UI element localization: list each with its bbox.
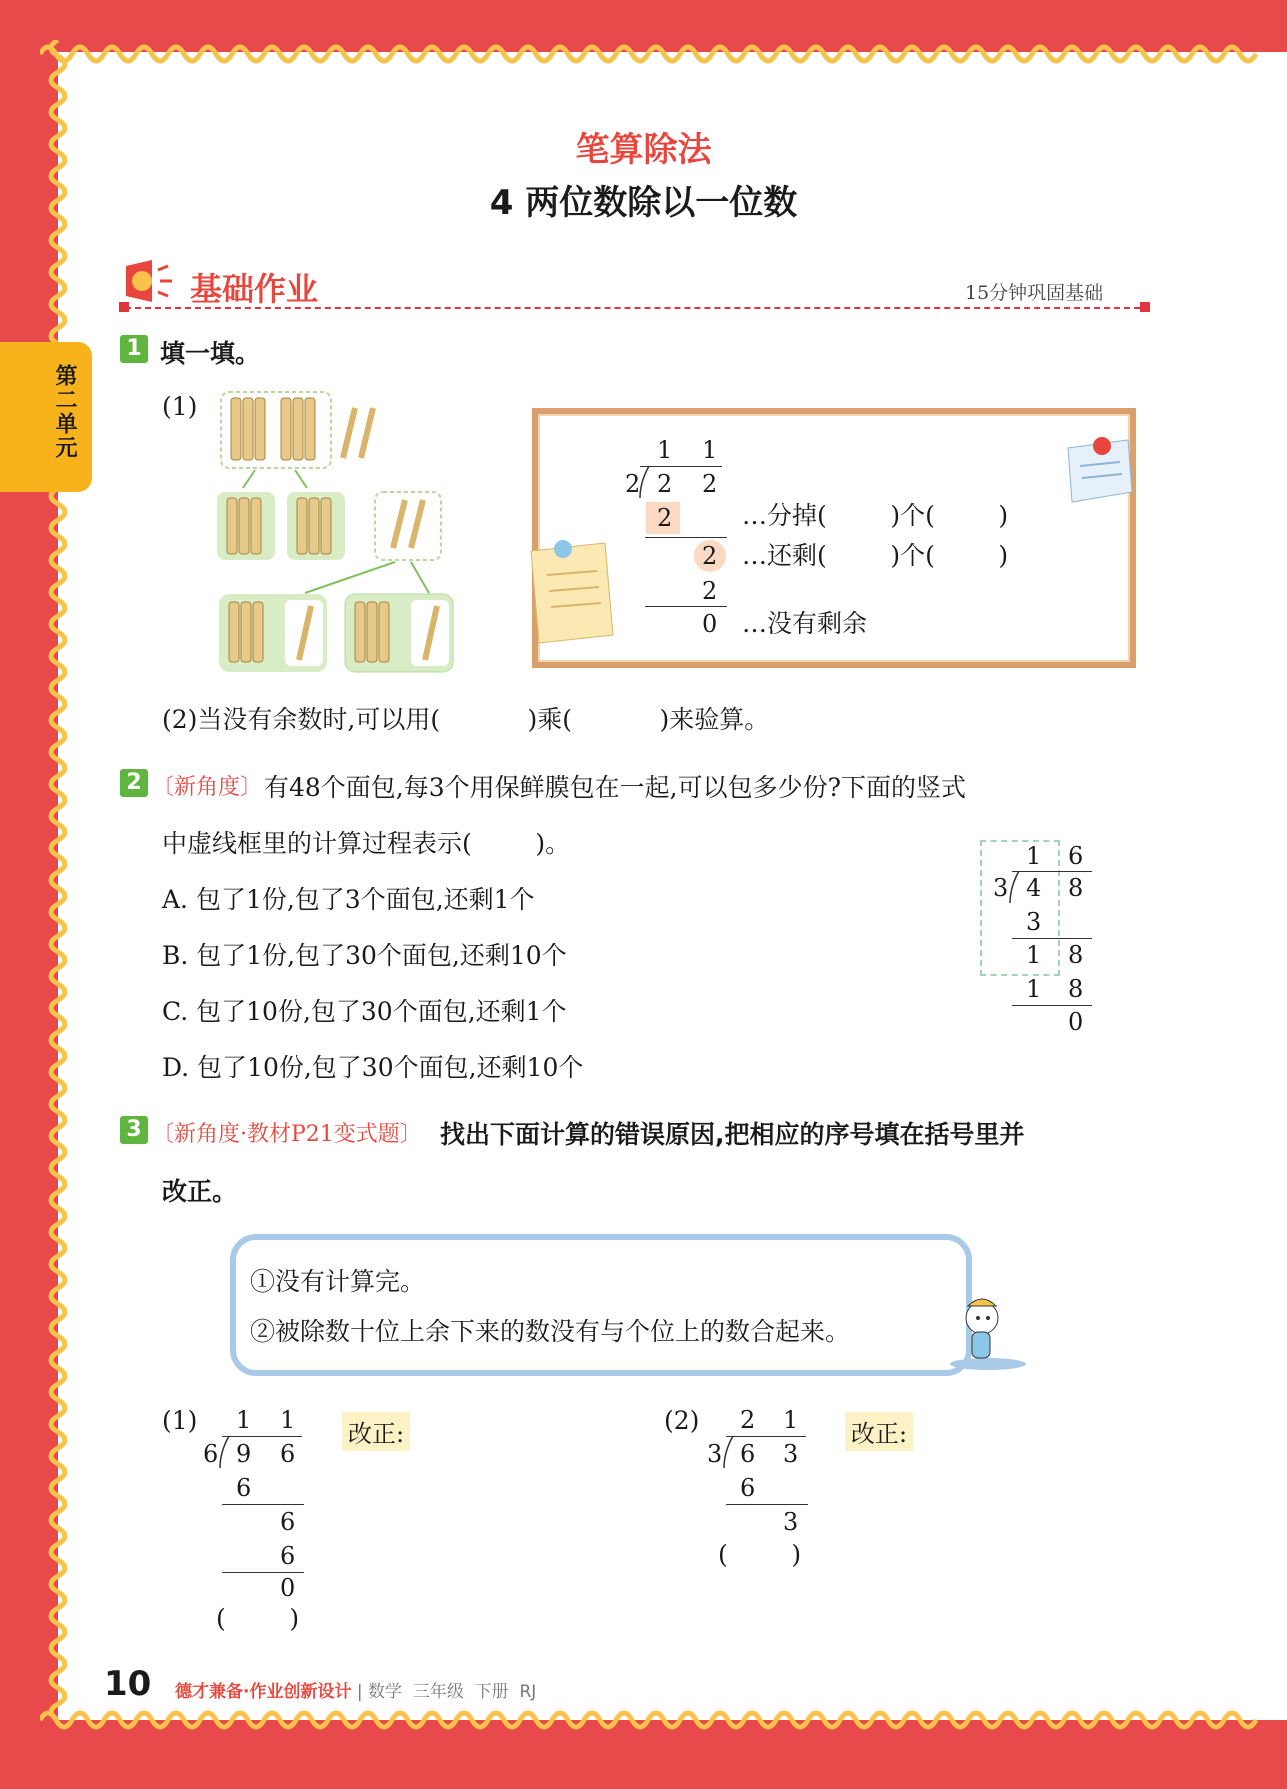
footer-divider: | xyxy=(356,1682,369,1702)
wavy-border-bottom xyxy=(40,1706,1260,1734)
p2-dividend-tens: 6 xyxy=(740,1440,756,1468)
q3-text-line1: 找出下面计算的错误原因,把相应的序号填在括号里并 xyxy=(440,1120,1025,1149)
p2-divisor: 3 xyxy=(707,1440,723,1468)
p2-step-line-1 xyxy=(726,1504,808,1505)
p1-step3: 6 xyxy=(280,1542,296,1570)
p2-quotient-tens: 2 xyxy=(740,1406,756,1434)
q1-dividend-ones: 2 xyxy=(702,470,718,498)
q2-quotient-tens: 1 xyxy=(1026,842,1042,870)
q1-quotient-ones: 1 xyxy=(702,436,718,464)
q2-step3-ones: 8 xyxy=(1068,975,1084,1003)
question-2-number: 2 xyxy=(120,769,148,797)
q2-remainder: 0 xyxy=(1068,1008,1084,1036)
q2-bracket xyxy=(1008,869,1020,903)
q1-division-bar xyxy=(640,466,722,467)
q1-part2: (2)当没有余数时,可以用( )乘( )来验算。 xyxy=(162,705,770,734)
unit-side-tab-label: 第二单元 xyxy=(52,364,77,460)
p1-step2: 6 xyxy=(280,1508,296,1536)
section-title: 基础作业 xyxy=(190,270,319,308)
p2-step1: 6 xyxy=(740,1474,756,1502)
q2-dashed-box xyxy=(980,840,1060,976)
p2-division-bar xyxy=(726,1436,806,1437)
q2-dividend-ones: 8 xyxy=(1068,874,1084,902)
q2-option-c: C. 包了10份,包了30个面包,还剩1个 xyxy=(162,997,567,1026)
p1-remainder: 0 xyxy=(280,1574,296,1602)
q1-part1-label: (1) xyxy=(162,392,198,421)
q2-division-bar xyxy=(1012,871,1092,872)
q1-step2: 2 xyxy=(702,542,718,570)
q1-dividend-tens: 2 xyxy=(657,470,673,498)
reasons-cloud xyxy=(230,1234,972,1376)
p2-fix-label: 改正: xyxy=(845,1412,913,1451)
memo-paper-icon xyxy=(1062,432,1134,508)
divider-end-right xyxy=(1140,302,1150,312)
page-number: 10 xyxy=(104,1664,152,1704)
sticks-illustration xyxy=(215,388,475,678)
trumpet-icon xyxy=(118,256,178,306)
q1-line-divided: …分掉( )个( ) xyxy=(742,501,1009,530)
q3-reason-1: ①没有计算完。 xyxy=(250,1267,426,1296)
unit-side-tab xyxy=(0,342,92,492)
question-3-number: 3 xyxy=(120,1116,148,1144)
q1-quotient-tens: 1 xyxy=(657,436,673,464)
q2-dividend-tens: 4 xyxy=(1026,874,1042,902)
q3-problem1-label: (1) xyxy=(162,1406,198,1435)
p1-step-line-1 xyxy=(222,1504,304,1505)
p2-quotient-ones: 1 xyxy=(783,1406,799,1434)
p2-answer-blank: ( ) xyxy=(718,1540,802,1569)
q1-step-line-2 xyxy=(645,606,727,607)
p1-step1: 6 xyxy=(236,1474,252,1502)
q1-divisor: 2 xyxy=(625,470,641,498)
note-paper-icon xyxy=(525,535,617,647)
p1-dividend-tens: 9 xyxy=(236,1440,252,1468)
p1-quotient-tens: 1 xyxy=(236,1406,252,1434)
p1-step-line-2 xyxy=(222,1572,304,1573)
chapter-title: 笔算除法 xyxy=(575,130,712,170)
q2-quotient-ones: 6 xyxy=(1068,842,1084,870)
q1-remainder: 0 xyxy=(702,610,718,638)
q2-option-b: B. 包了1份,包了30个面包,还剩10个 xyxy=(162,941,567,970)
p1-dividend-ones: 6 xyxy=(280,1440,296,1468)
divider-end-left xyxy=(119,302,129,312)
p1-bracket xyxy=(218,1434,230,1468)
question-1-number: 1 xyxy=(120,335,148,363)
q2-step2-tens: 1 xyxy=(1026,941,1042,969)
p1-fix-label: 改正: xyxy=(342,1412,410,1451)
p2-bracket xyxy=(722,1434,734,1468)
question-1-title: 填一填。 xyxy=(160,339,261,368)
p1-divisor: 6 xyxy=(203,1440,219,1468)
section-divider xyxy=(125,307,1150,309)
p1-quotient-ones: 1 xyxy=(280,1406,296,1434)
q2-step-line-1 xyxy=(1012,938,1092,939)
q3-text-line2: 改正。 xyxy=(162,1177,238,1206)
cartoon-character-icon xyxy=(948,1292,1038,1372)
q2-text-line2: 中虚线框里的计算过程表示( )。 xyxy=(162,829,571,858)
q3-reason-2: ②被除数十位上余下来的数没有与个位上的数合起来。 xyxy=(250,1317,851,1346)
q2-divisor: 3 xyxy=(993,874,1009,902)
footer-subject: 数学 三年级 下册 RJ xyxy=(368,1682,537,1702)
q3-problem2-label: (2) xyxy=(664,1406,700,1435)
q2-step2-ones: 8 xyxy=(1068,941,1084,969)
q3-tag: 〔新角度·教材P21变式题〕 xyxy=(152,1122,422,1147)
q2-step-line-2 xyxy=(1012,1005,1092,1006)
wavy-border-left xyxy=(44,40,72,1730)
p2-step2: 3 xyxy=(783,1508,799,1536)
q1-line-remaining: …还剩( )个( ) xyxy=(742,541,1009,570)
lesson-title: 4 两位数除以一位数 xyxy=(489,183,798,223)
q2-option-a: A. 包了1份,包了3个面包,还剩1个 xyxy=(162,885,535,914)
wavy-border-top xyxy=(40,40,1260,68)
p1-division-bar xyxy=(222,1436,302,1437)
p2-dividend-ones: 3 xyxy=(783,1440,799,1468)
footer-text xyxy=(175,1677,536,1702)
footer-brand: 德才兼备·作业创新设计 xyxy=(175,1682,352,1702)
q1-step-line-1 xyxy=(645,537,727,538)
q2-tag: 〔新角度〕 xyxy=(152,775,263,800)
p1-answer-blank: ( ) xyxy=(216,1604,300,1633)
q2-step3-tens: 1 xyxy=(1026,975,1042,1003)
q2-option-d: D. 包了10份,包了30个面包,还剩10个 xyxy=(162,1053,584,1082)
q1-step3: 2 xyxy=(702,577,718,605)
q2-text-line1: 有48个面包,每3个用保鲜膜包在一起,可以包多少份?下面的竖式 xyxy=(264,773,967,802)
q2-step1: 3 xyxy=(1026,908,1042,936)
section-subtitle: 15分钟巩固基础 xyxy=(965,282,1104,304)
q1-line-no-remainder: …没有剩余 xyxy=(742,609,868,638)
q1-bracket xyxy=(638,464,650,498)
q1-step1: 2 xyxy=(657,504,673,532)
